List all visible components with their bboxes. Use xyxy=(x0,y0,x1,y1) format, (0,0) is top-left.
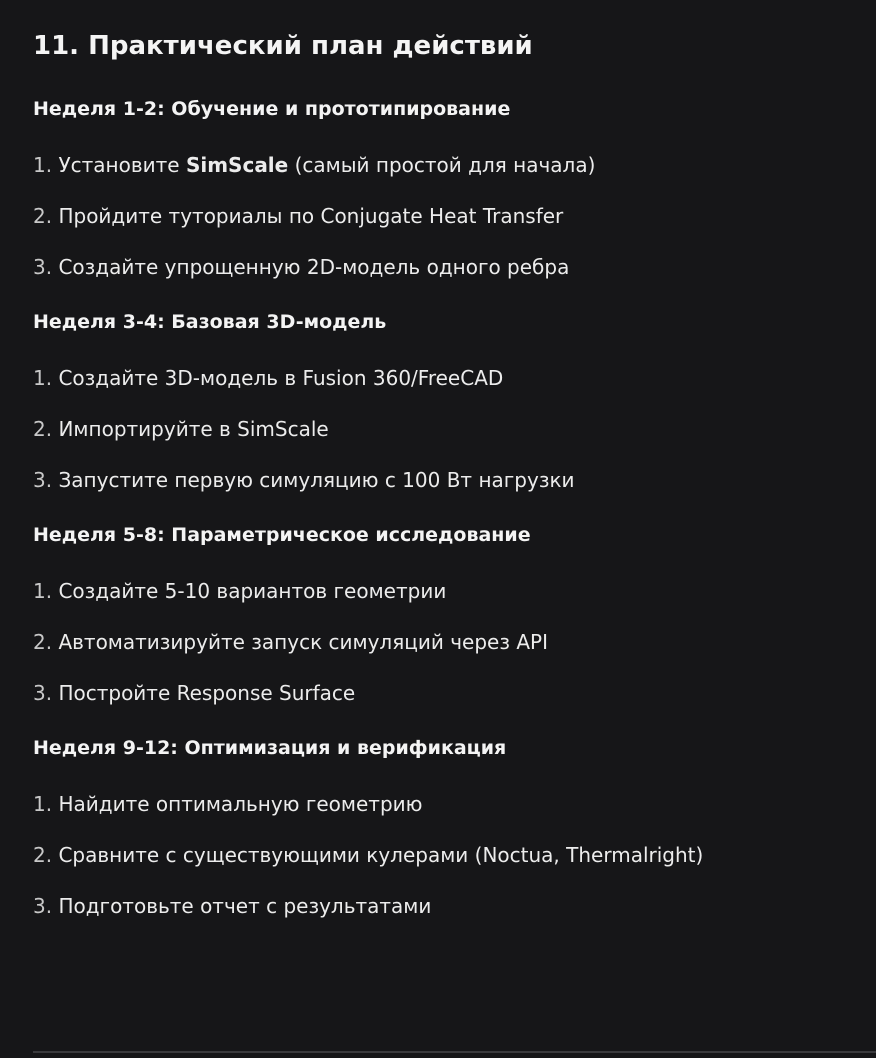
list-item xyxy=(33,577,853,605)
list-item xyxy=(33,415,853,443)
item-number: 3. xyxy=(33,468,53,492)
item-number: 3. xyxy=(33,681,53,705)
week-heading: Неделя 1-2: Обучение и прототипирование xyxy=(33,98,511,120)
item-number: 3. xyxy=(33,894,53,918)
list-item xyxy=(33,466,853,494)
step-list xyxy=(33,151,853,281)
week-section xyxy=(33,309,853,494)
week-section xyxy=(33,96,853,281)
week-heading: Неделя 5-8: Параметрическое исследование xyxy=(33,524,531,546)
list-item xyxy=(33,679,853,707)
item-text: Создайте упрощенную 2D-модель одного ребра xyxy=(58,255,570,279)
list-item xyxy=(33,202,853,230)
item-number: 2. xyxy=(33,843,53,867)
item-text: Импортируйте в SimScale xyxy=(58,417,329,441)
item-text: Установите xyxy=(58,153,186,177)
item-text: Создайте 3D-модель в Fusion 360/FreeCAD xyxy=(58,366,504,390)
horizontal-divider xyxy=(33,1051,876,1053)
list-item xyxy=(33,841,853,869)
item-number: 1. xyxy=(33,153,53,177)
item-number: 1. xyxy=(33,366,53,390)
list-item xyxy=(33,892,853,920)
item-number: 2. xyxy=(33,417,53,441)
item-number: 1. xyxy=(33,792,53,816)
step-list xyxy=(33,364,853,494)
list-item xyxy=(33,364,853,392)
item-text: Постройте Response Surface xyxy=(58,681,356,705)
section-heading: 11. Практический план действий xyxy=(33,31,533,61)
item-text-tail: (самый простой для начала) xyxy=(288,153,596,177)
item-number: 1. xyxy=(33,579,53,603)
list-item xyxy=(33,628,853,656)
item-bold-text: SimScale xyxy=(185,153,289,177)
week-section xyxy=(33,522,853,707)
list-item xyxy=(33,253,853,281)
item-number: 2. xyxy=(33,630,53,654)
item-text: Пройдите туториалы по Conjugate Heat Transfer xyxy=(58,204,564,228)
item-text: Создайте 5-10 вариантов геометрии xyxy=(58,579,447,603)
item-text: Подготовьте отчет с результатами xyxy=(58,894,432,918)
list-item xyxy=(33,790,853,818)
step-list xyxy=(33,577,853,707)
item-number: 2. xyxy=(33,204,53,228)
item-text: Найдите оптимальную геометрию xyxy=(58,792,423,816)
item-text: Запустите первую симуляцию с 100 Вт нагрузки xyxy=(58,468,575,492)
list-item xyxy=(33,151,853,179)
item-text: Автоматизируйте запуск симуляций через API xyxy=(58,630,548,654)
week-heading: Неделя 9-12: Оптимизация и верификация xyxy=(33,737,507,759)
item-number: 3. xyxy=(33,255,53,279)
week-heading: Неделя 3-4: Базовая 3D-модель xyxy=(33,311,387,333)
item-text: Сравните с существующими кулерами (Noctua, Thermalright) xyxy=(58,843,704,867)
week-section xyxy=(33,735,853,920)
step-list xyxy=(33,790,853,920)
